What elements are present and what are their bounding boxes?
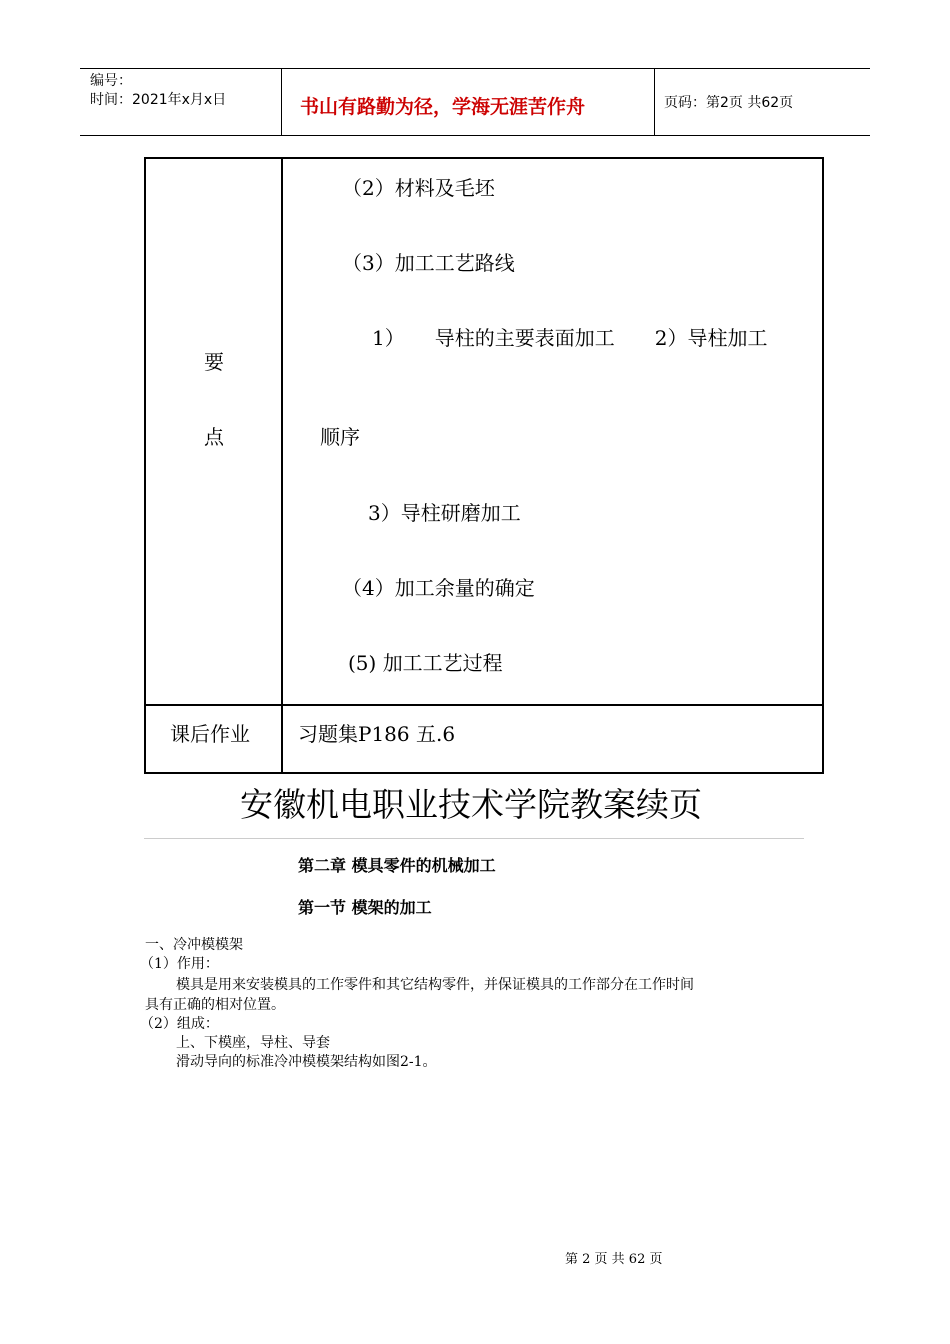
key-point-line: 顺序 — [320, 425, 360, 449]
header-divider-1 — [281, 68, 282, 136]
section-heading: 第一节 模架的加工 — [298, 898, 432, 917]
header-divider-2 — [654, 68, 655, 136]
row-label-key-points-a: 要 — [204, 350, 224, 374]
header-top-rule — [80, 68, 870, 69]
header-number-label: 编号： — [90, 73, 132, 89]
row-label-key-points-b: 点 — [204, 425, 224, 449]
page-footer: 第 2 页 共 62 页 — [565, 1252, 663, 1267]
table-column-divider — [281, 159, 283, 772]
content-sub: （2）组成： — [140, 1016, 219, 1032]
content-paragraph: 滑动导向的标准冷冲模模架结构如图2-1。 — [176, 1054, 437, 1070]
homework-value: 习题集P186 五.6 — [298, 722, 456, 746]
title-separator — [144, 838, 804, 839]
header-date-label: 时间：2021年x月x日 — [90, 92, 227, 108]
key-point-line: (5) 加工工艺过程 — [348, 651, 503, 675]
content-paragraph: 模具是用来安装模具的工作零件和其它结构零件，并保证模具的工作部分在工作时间 — [176, 977, 694, 993]
header-motto: 书山有路勤为径，学海无涯苦作舟 — [300, 96, 586, 118]
chapter-heading: 第二章 模具零件的机械加工 — [298, 856, 496, 875]
lesson-table — [144, 157, 824, 774]
key-point-line: （2）材料及毛坯 — [342, 176, 495, 200]
key-point-line: 3）导柱研磨加工 — [368, 501, 521, 525]
content-item: 一、冷冲模模架 — [145, 937, 243, 953]
content-paragraph: 上、下模座，导柱、导套 — [176, 1035, 330, 1051]
key-point-line: （4）加工余量的确定 — [342, 576, 535, 600]
doc-title: 安徽机电职业技术学院教案续页 — [240, 785, 702, 824]
header-bottom-rule — [80, 135, 870, 136]
content-sub: （1）作用： — [140, 956, 219, 972]
key-point-line: 1） 导柱的主要表面加工 2）导柱加工 — [372, 326, 768, 350]
content-paragraph: 具有正确的相对位置。 — [145, 997, 285, 1013]
row-label-homework: 课后作业 — [170, 722, 250, 746]
key-point-line: （3）加工工艺路线 — [342, 251, 515, 275]
table-row-divider — [146, 704, 822, 706]
header-page-label: 页码：第2页 共62页 — [664, 95, 794, 111]
